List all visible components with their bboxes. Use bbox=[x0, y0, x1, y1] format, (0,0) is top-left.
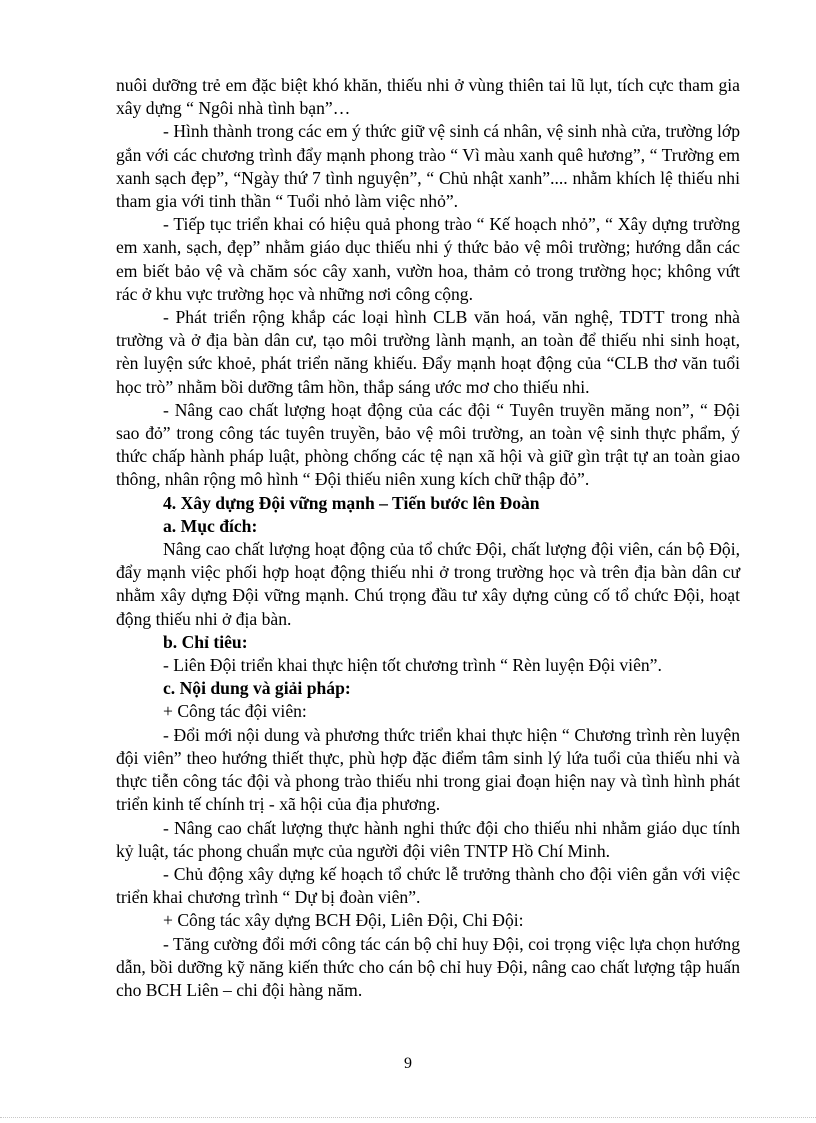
paragraph-continuation: nuôi dưỡng trẻ em đặc biệt khó khăn, thiếu nhi ở vùng thiên tai lũ lụt, tích cực tham gia xây dựng “ Ngôi nhà tình bạn”… bbox=[116, 75, 740, 119]
bch-item-1: - Tăng cường đổi mới công tác cán bộ chỉ huy Đội, coi trọng việc lựa chọn hướng dẫn, bồi dưỡng kỹ năng kiến thức cho cán bộ chỉ huy Đội, nâng cao chất lượng tập huấn cho BCH Liên – chi đội hàng năm. bbox=[116, 933, 740, 1000]
paragraph-clubs: - Phát triển rộng khắp các loại hình CLB văn hoá, văn nghệ, TDTT trong nhà trường và ở địa bàn dân cư, tạo môi trường lành mạnh, an toàn để thiếu nhi sinh hoạt, rèn luyện sức khoẻ, phát triển năng khiếu. Đẩy mạnh hoạt động của “CLB thơ văn tuổi học trò” nhằm bồi dưỡng tâm hồn, thắp sáng ước mơ cho thiếu nhi. bbox=[116, 307, 740, 397]
member-item-2: - Nâng cao chất lượng thực hành nghi thức đội cho thiếu nhi nhằm giáo dục tính kỷ luật, tác phong chuẩn mực của người đội viên TNTP Hồ Chí Minh. bbox=[116, 817, 740, 861]
member-item-1: - Đổi mới nội dung và phương thức triển khai thực hiện “ Chương trình rèn luyện đội viên” theo hướng thiết thực, phù hợp đặc điểm tâm sinh lý lứa tuổi của thiếu nhi và thực tiễn công tác đội và phong trào thiếu nhi trong giai đoạn hiện nay và tình hình phát triển kinh tế chính trị - xã hội của địa phương. bbox=[116, 724, 740, 815]
paragraph-small-plan: - Tiếp tục triển khai có hiệu quả phong trào “ Kế hoạch nhỏ”, “ Xây dựng trường em xanh, sạch, đẹp” nhằm giáo dục thiếu nhi ý thức bảo vệ môi trường; hướng dẫn các em biết bảo vệ và chăm sóc cây xanh, vườn hoa, thảm cỏ trong trường học; không vứt rác ở khu vực trường học và những nơi công cộng. bbox=[116, 214, 740, 304]
bch-work-heading: + Công tác xây dựng BCH Đội, Liên Đội, Chi Đội: bbox=[163, 910, 524, 931]
page-number: 9 bbox=[404, 1055, 412, 1072]
paragraph-teams: - Nâng cao chất lượng hoạt động của các đội “ Tuyên truyền măng non”, “ Đội sao đỏ” trong công tác tuyên truyền, bảo vệ môi trường, an toàn vệ sinh thực phẩm, ý thức chấp hành pháp luật, phòng chống các tệ nạn xã hội và giữ gìn trật tự an toàn giao thông, nhân rộng mô hình “ Đội thiếu niên xung kích chữ thập đỏ”. bbox=[116, 399, 740, 490]
purpose-text: Nâng cao chất lượng hoạt động của tổ chức Đội, chất lượng đội viên, cán bộ Đội, đẩy mạnh việc phối hợp hoạt động thiếu nhi ở trong trường học và trên địa bàn dân cư nhằm xây dựng Đội vững mạnh. Chú trọng đầu tư xây dựng củng cố tổ chức Đội, hoạt động thiếu nhi ở địa bàn. bbox=[116, 539, 740, 629]
section-heading: 4. Xây dựng Đội vững mạnh – Tiến bước lên Đoàn bbox=[163, 492, 540, 513]
member-work-heading: + Công tác đội viên: bbox=[163, 701, 307, 722]
page-body bbox=[116, 74, 740, 1002]
paragraph-hygiene: - Hình thành trong các em ý thức giữ vệ sinh cá nhân, vệ sinh nhà cửa, trường lớp gắn với các chương trình đẩy mạnh phong trào “ Vì màu xanh quê hương”, “ Trường em xanh sạch đẹp”, “Ngày thứ 7 tình nguyện”, “ Chủ nhật xanh”.... nhằm khích lệ thiếu nhi tham gia với tinh thần “ Tuổi nhỏ làm việc nhỏ”. bbox=[116, 121, 740, 212]
member-item-3: - Chủ động xây dựng kế hoạch tổ chức lễ trưởng thành cho đội viên gắn với việc triển khai chương trình “ Dự bị đoàn viên”. bbox=[116, 863, 740, 908]
page-bottom-divider bbox=[0, 1117, 816, 1118]
target-heading: b. Chỉ tiêu: bbox=[163, 631, 248, 652]
target-text: - Liên Đội triển khai thực hiện tốt chương trình “ Rèn luyện Đội viên”. bbox=[163, 655, 662, 676]
content-heading: c. Nội dung và giải pháp: bbox=[163, 678, 351, 699]
purpose-heading: a. Mục đích: bbox=[163, 515, 258, 536]
